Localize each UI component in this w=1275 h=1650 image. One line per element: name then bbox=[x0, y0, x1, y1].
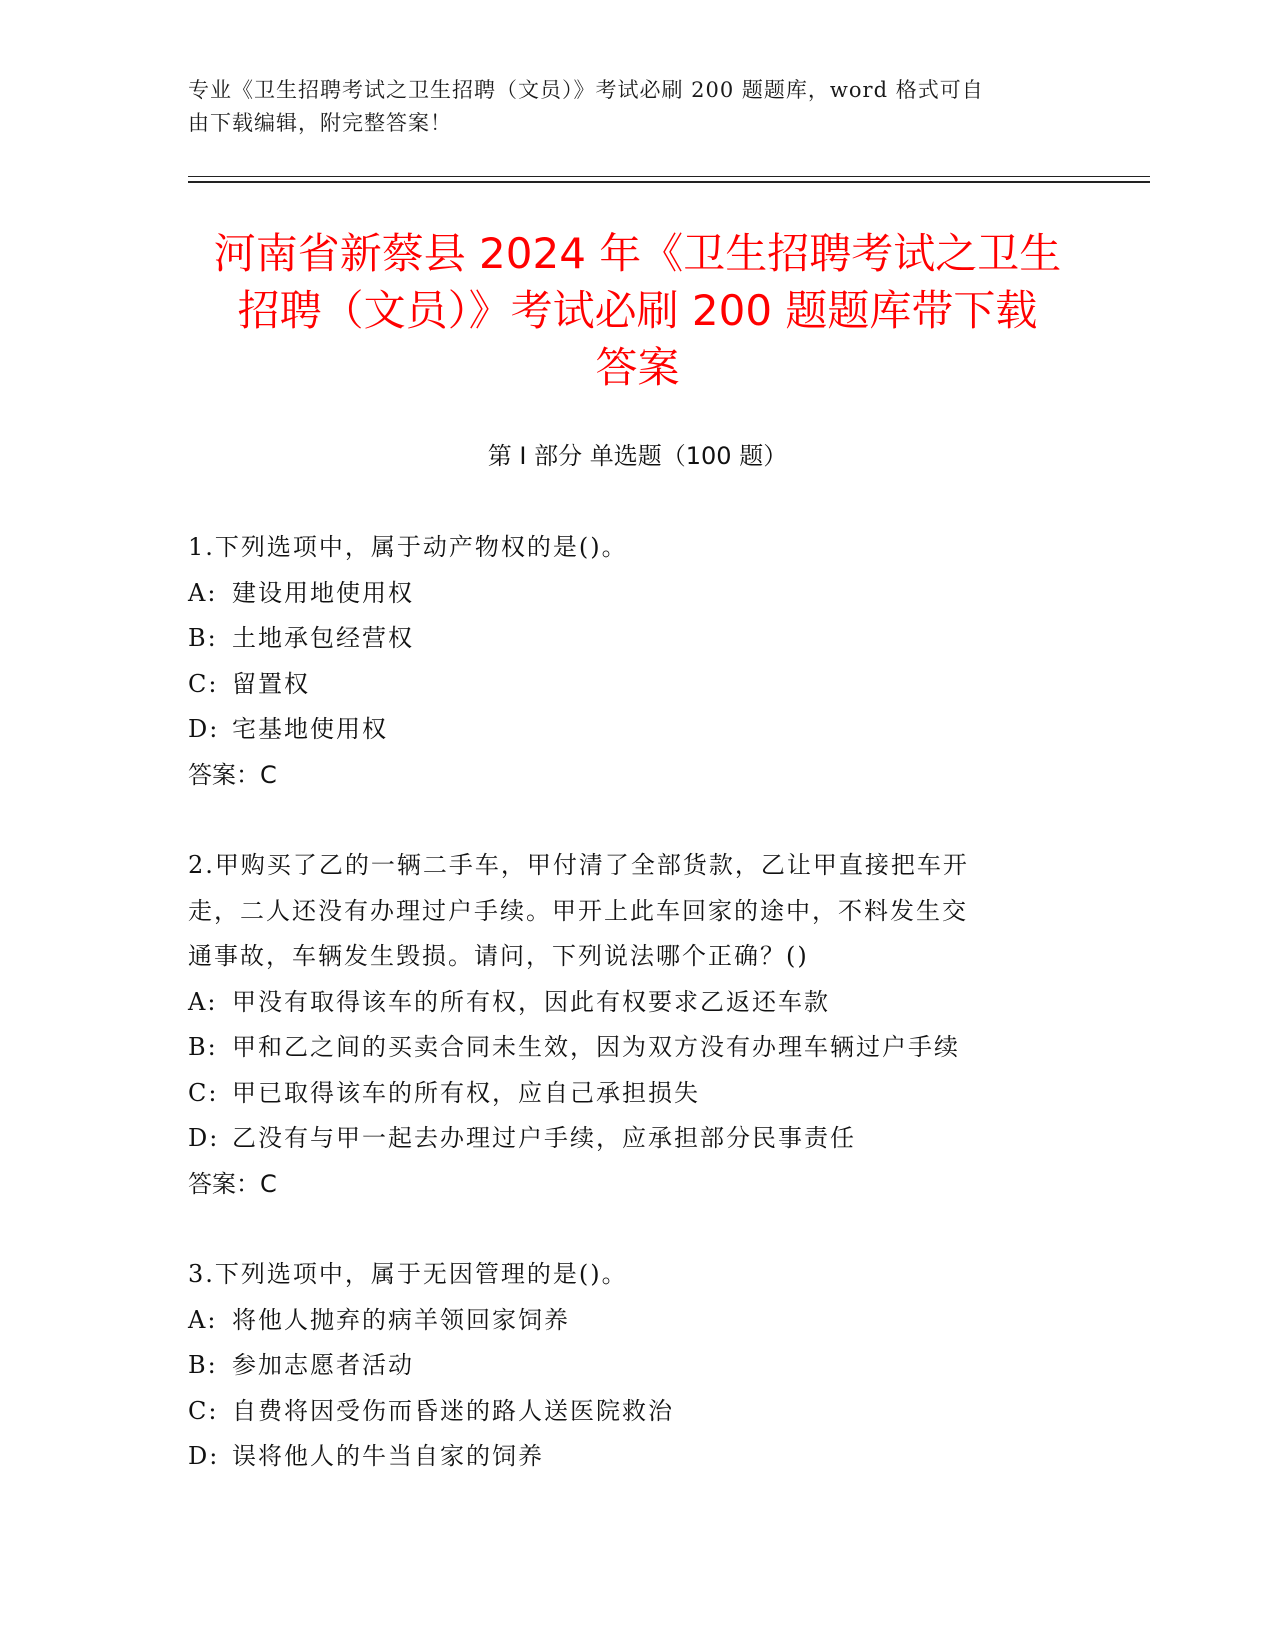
option-text: 将他人抛弃的病羊领回家饲养 bbox=[232, 1305, 570, 1334]
question-1-option-c bbox=[188, 662, 1088, 708]
question-1-option-b bbox=[188, 616, 1088, 662]
title-line-1: 河南省新蔡县 2024 年《卫生招聘考试之卫生 bbox=[213, 229, 1062, 278]
question-3-option-a bbox=[188, 1298, 1088, 1344]
question-2-stem-line-2: 走，二人还没有办理过户手续。甲开上此车回家的途中，不料发生交 bbox=[188, 896, 968, 925]
question-2-option-d bbox=[188, 1116, 1088, 1162]
question-2-answer: 答案：C bbox=[188, 1169, 277, 1198]
question-2-stem-line-3: 通事故，车辆发生毁损。请问，下列说法哪个正确？() bbox=[188, 942, 809, 970]
option-text: 自费将因受伤而昏迷的路人送医院救治 bbox=[232, 1396, 674, 1425]
question-2-option-b bbox=[188, 1025, 1088, 1071]
question-3-option-c bbox=[188, 1389, 1088, 1435]
question-2-option-a bbox=[188, 980, 1088, 1026]
option-key: C: bbox=[188, 669, 219, 698]
question-1-answer: 答案：C bbox=[188, 760, 277, 789]
section-heading: 第 I 部分 单选题（100 题） bbox=[487, 442, 788, 470]
option-key: D: bbox=[188, 1442, 220, 1470]
question-2 bbox=[188, 843, 1088, 1207]
question-3 bbox=[188, 1252, 1088, 1480]
header-divider-thick bbox=[188, 181, 1150, 183]
option-key: C: bbox=[188, 1396, 219, 1425]
option-text: 误将他人的牛当自家的饲养 bbox=[232, 1442, 544, 1470]
option-key: C: bbox=[188, 1078, 219, 1107]
option-text: 建设用地使用权 bbox=[232, 578, 414, 607]
option-text: 甲没有取得该车的所有权，因此有权要求乙返还车款 bbox=[232, 987, 830, 1016]
option-key: B: bbox=[188, 624, 218, 652]
title-line-3: 答案 bbox=[595, 343, 680, 392]
option-text: 留置权 bbox=[232, 669, 310, 698]
title-line-2: 招聘（文员）》考试必刷 200 题题库带下载 bbox=[237, 286, 1038, 335]
option-text: 甲已取得该车的所有权，应自己承担损失 bbox=[232, 1078, 700, 1107]
option-key: D: bbox=[188, 1124, 220, 1152]
option-key: D: bbox=[188, 715, 220, 743]
option-key: A: bbox=[188, 578, 218, 607]
question-1-option-a bbox=[188, 571, 1088, 617]
option-key: A: bbox=[188, 1305, 218, 1334]
intro-text bbox=[188, 74, 1068, 140]
option-key: B: bbox=[188, 1033, 218, 1061]
option-text: 土地承包经营权 bbox=[232, 624, 414, 652]
question-3-option-d bbox=[188, 1434, 1088, 1480]
document-title bbox=[180, 225, 1095, 396]
question-2-stem-line-1: 2.甲购买了乙的一辆二手车，甲付清了全部货款，乙让甲直接把车开 bbox=[188, 851, 969, 879]
question-list bbox=[188, 525, 1088, 1525]
question-2-option-c bbox=[188, 1071, 1088, 1117]
question-1-stem: 1.下列选项中，属于动产物权的是()。 bbox=[188, 533, 628, 561]
option-text: 宅基地使用权 bbox=[232, 715, 388, 743]
question-1 bbox=[188, 525, 1088, 798]
option-text: 乙没有与甲一起去办理过户手续，应承担部分民事责任 bbox=[232, 1124, 856, 1152]
option-text: 甲和乙之间的买卖合同未生效，因为双方没有办理车辆过户手续 bbox=[232, 1033, 960, 1061]
question-3-option-b bbox=[188, 1343, 1088, 1389]
question-3-stem: 3.下列选项中，属于无因管理的是()。 bbox=[188, 1260, 628, 1288]
question-1-option-d bbox=[188, 707, 1088, 753]
header-divider-thin bbox=[188, 176, 1150, 177]
option-key: A: bbox=[188, 987, 218, 1016]
intro-line-1: 专业《卫生招聘考试之卫生招聘（文员）》考试必刷 200 题题库，word 格式可自 bbox=[188, 78, 984, 102]
option-key: B: bbox=[188, 1351, 218, 1379]
option-text: 参加志愿者活动 bbox=[232, 1351, 414, 1379]
intro-line-2: 由下载编辑，附完整答案！ bbox=[188, 111, 452, 135]
